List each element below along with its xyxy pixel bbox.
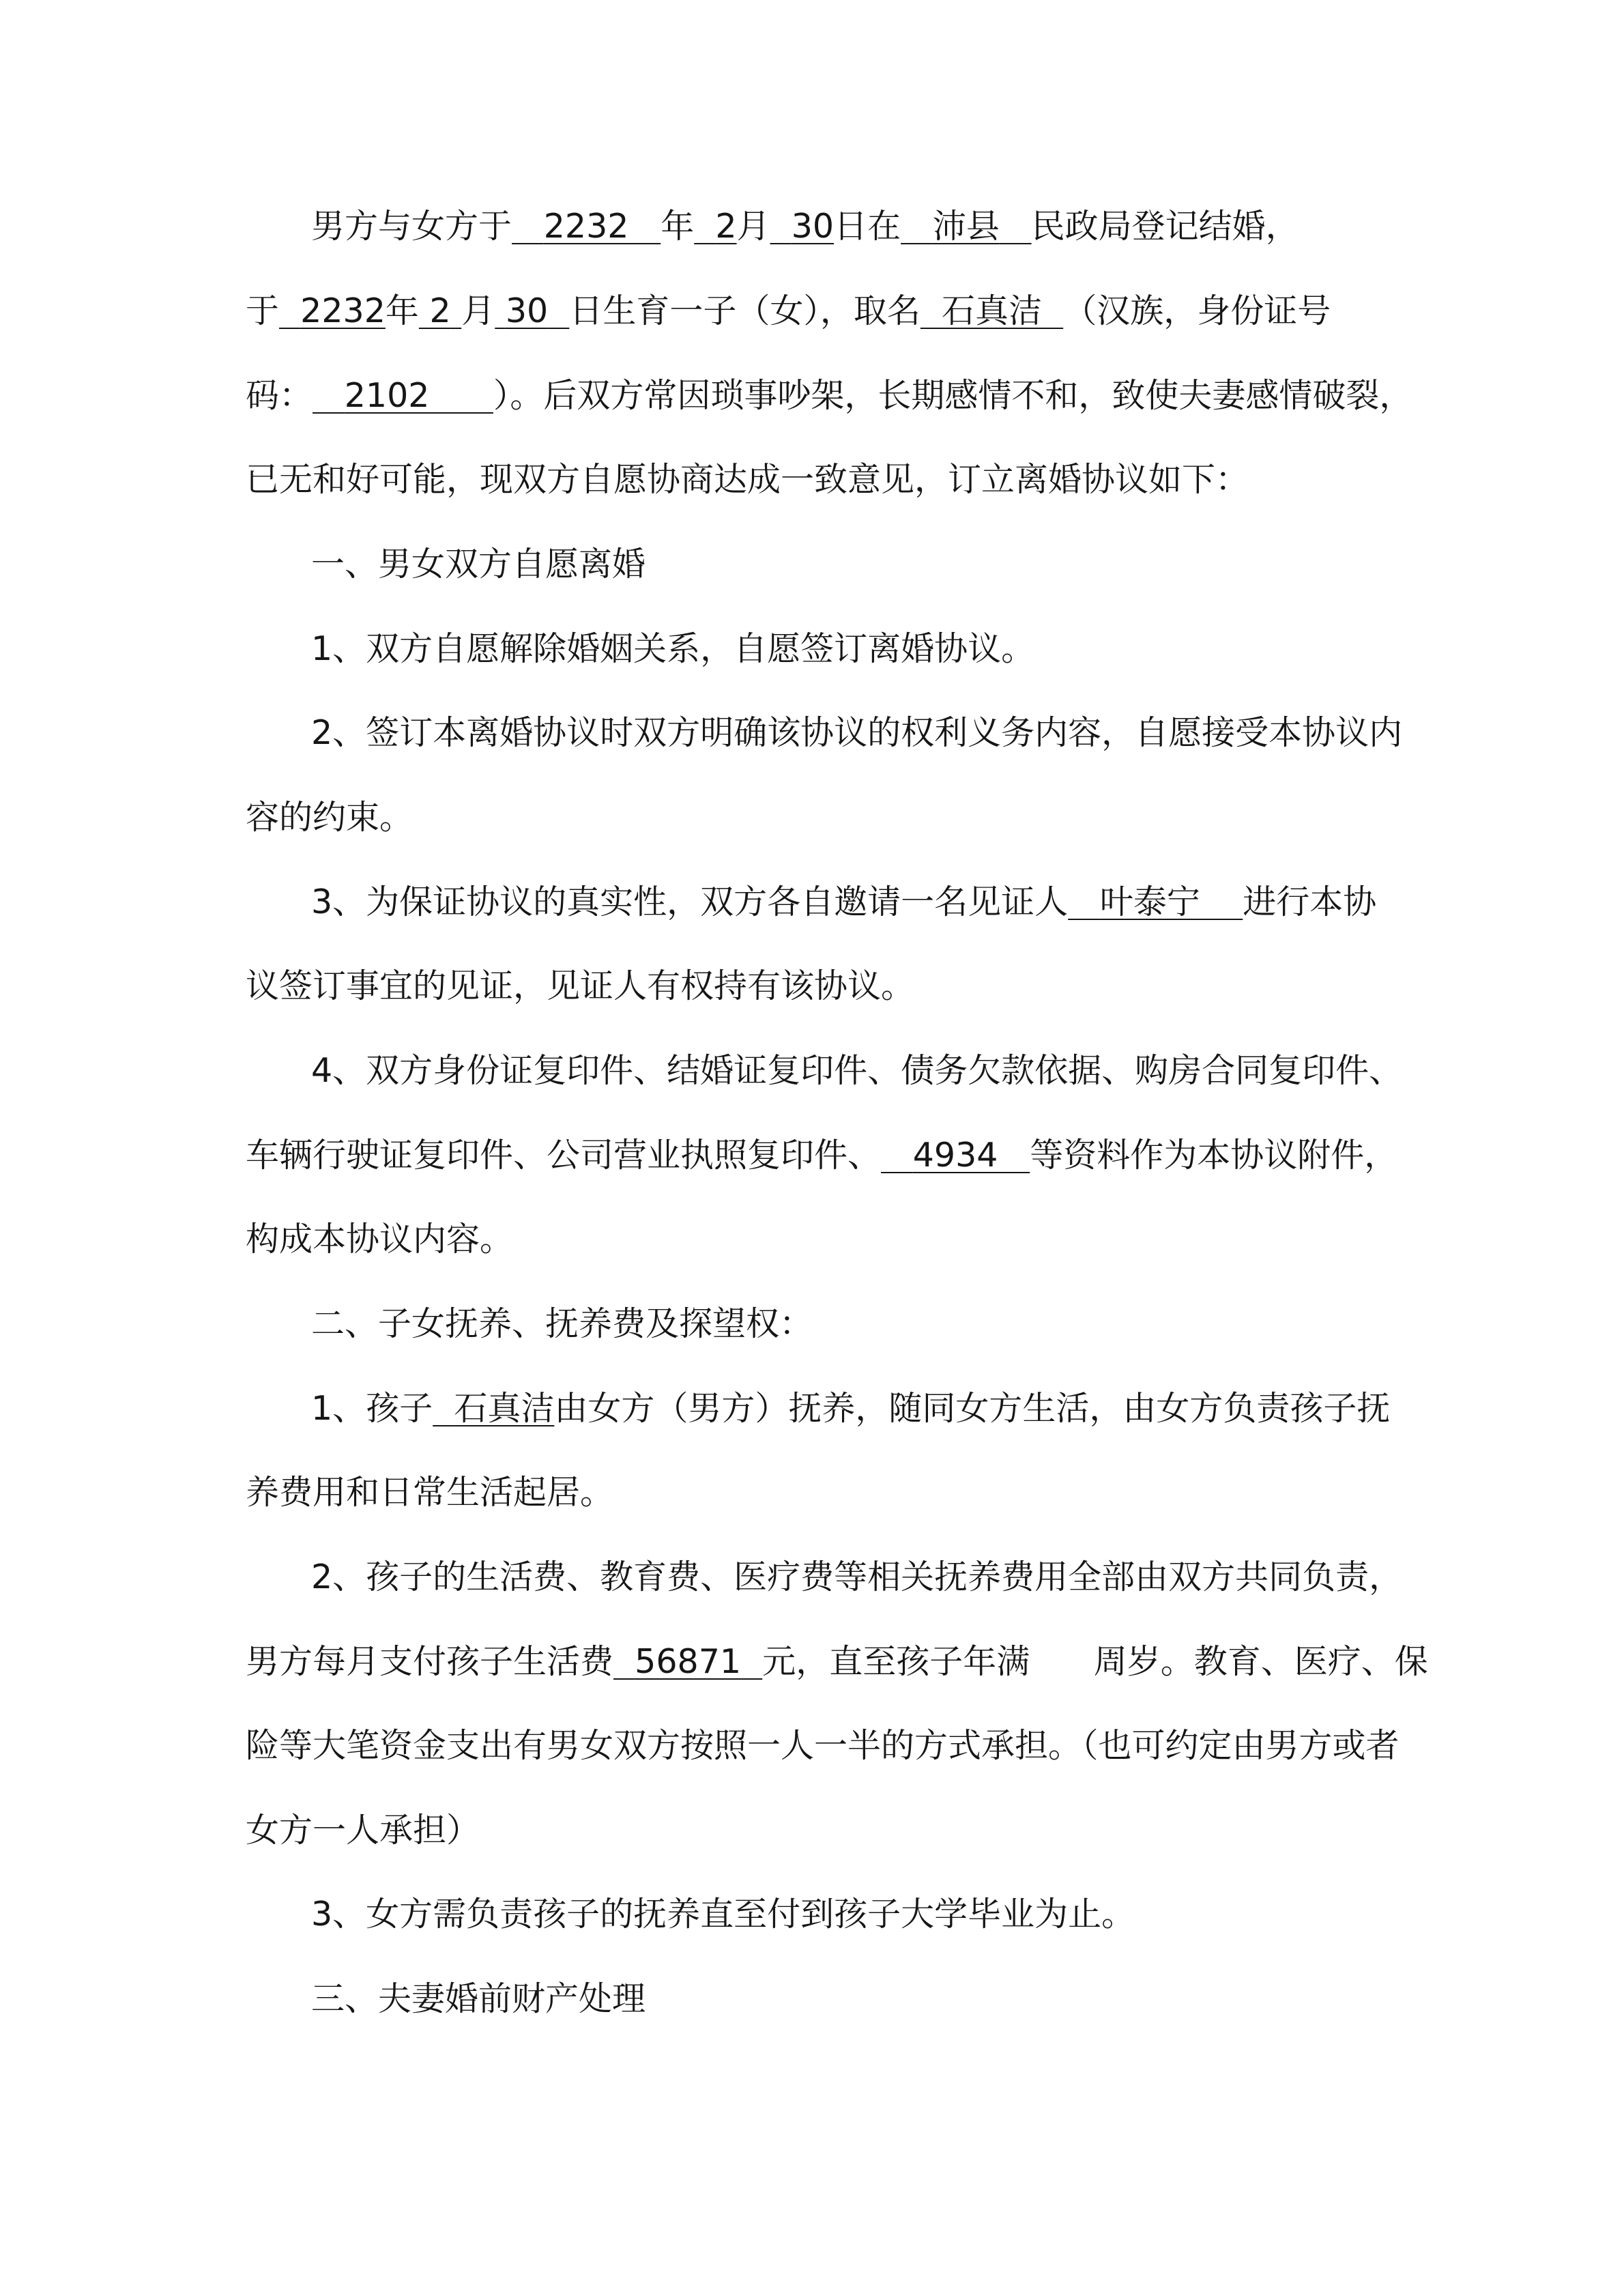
marriage-day: 30 xyxy=(791,207,835,246)
text-run: 月 xyxy=(736,207,770,246)
child-name: 石真洁 xyxy=(454,1389,555,1428)
text-line xyxy=(246,291,1331,332)
id-number: 2102 xyxy=(344,376,430,415)
text-run: 一、男女双方自愿离婚 xyxy=(311,545,646,584)
text-run: 男方与女方于 xyxy=(311,207,512,246)
text-run: 3、女方需负责孩子的抚养直至付到孩子大学毕业为止。 xyxy=(311,1895,1135,1934)
text-run: 男方每月支付孩子生活费 xyxy=(246,1642,614,1681)
text-line xyxy=(311,629,1034,670)
fill-blank-underline xyxy=(770,206,835,247)
text-run: （汉族，身份证号 xyxy=(1063,291,1331,330)
birth-year: 2232 xyxy=(300,291,386,330)
text-run: 容的约束。 xyxy=(246,798,414,837)
text-run: 由女方（男方）抚养，随同女方生活，由女方负责孩子抚 xyxy=(554,1389,1391,1428)
birth-day: 30 xyxy=(505,291,549,330)
fill-blank-underline xyxy=(613,1641,762,1682)
marriage-month: 2 xyxy=(715,207,737,246)
fill-blank-underline xyxy=(920,291,1063,332)
text-run: 议签订事宜的见证，见证人有权持有该协议。 xyxy=(246,966,915,1005)
text-run: 元，直至孩子年满 xyxy=(762,1642,1030,1681)
marriage-place: 沛县 xyxy=(932,207,1000,246)
text-line xyxy=(311,206,1299,247)
fill-blank-underline xyxy=(694,206,736,247)
text-line xyxy=(246,459,1249,500)
fill-blank-underline xyxy=(512,206,661,247)
text-run: 二、子女抚养、抚养费及探望权： xyxy=(311,1304,813,1343)
section-heading xyxy=(311,544,646,585)
text-run: 女方一人承担） xyxy=(246,1811,480,1850)
marriage-year: 2232 xyxy=(543,207,629,246)
fill-blank-underline xyxy=(495,291,569,332)
text-run: 三、夫妻婚前财产处理 xyxy=(311,1979,646,2018)
text-run: 码： xyxy=(246,376,313,415)
text-run: 3、为保证协议的真实性，双方各自邀请一名见证人 xyxy=(311,882,1069,921)
text-run: 日生育一子（女），取名 xyxy=(569,291,920,330)
fill-blank-underline xyxy=(313,375,493,416)
fill-blank-underline xyxy=(881,1135,1030,1176)
fill-blank-underline xyxy=(901,206,1031,247)
fill-blank-underline xyxy=(1068,882,1243,923)
text-line xyxy=(246,1472,613,1513)
text-run: 于 xyxy=(246,291,280,330)
fill-blank-underline xyxy=(419,291,461,332)
section-heading xyxy=(311,1979,646,2020)
text-run: 月 xyxy=(461,291,495,330)
text-run: 日在 xyxy=(834,207,901,246)
monthly-support-amount: 56871 xyxy=(635,1642,742,1681)
text-run: 1、孩子 xyxy=(311,1389,433,1428)
text-line xyxy=(246,375,1412,416)
text-run: 险等大笔资金支出有男女双方按照一人一半的方式承担。（也可约定由男方或者 xyxy=(246,1726,1400,1765)
text-line xyxy=(311,1557,1402,1598)
empty-age-blank xyxy=(1030,1641,1093,1682)
child-name: 石真洁 xyxy=(942,291,1043,330)
text-line xyxy=(311,1050,1402,1091)
fill-blank-underline xyxy=(279,291,386,332)
attachment-field: 4934 xyxy=(912,1136,998,1175)
section-heading xyxy=(311,1304,813,1345)
text-line xyxy=(311,713,1402,754)
text-run: 构成本协议内容。 xyxy=(246,1220,514,1259)
text-line xyxy=(246,1641,1428,1682)
text-line xyxy=(311,882,1376,923)
text-run: 年 xyxy=(661,207,695,246)
text-line xyxy=(246,1219,513,1260)
text-run: 4、双方身份证复印件、结婚证复印件、债务欠款依据、购房合同复印件、 xyxy=(311,1051,1403,1090)
text-run: 年 xyxy=(385,291,419,330)
text-line xyxy=(246,1135,1397,1176)
text-run: 周岁。教育、医疗、保 xyxy=(1093,1642,1428,1681)
text-line xyxy=(311,1894,1135,1935)
text-run: 车辆行驶证复印件、公司营业执照复印件、 xyxy=(246,1136,882,1175)
text-line xyxy=(246,797,413,838)
text-run: ）。后双方常因琐事吵架，长期感情不和，致使夫妻感情破裂， xyxy=(493,376,1413,415)
birth-month: 2 xyxy=(429,291,451,330)
text-run: 已无和好可能，现双方自愿协商达成一致意见，订立离婚协议如下： xyxy=(246,460,1249,499)
text-run: 1、双方自愿解除婚姻关系，自愿签订离婚协议。 xyxy=(311,629,1035,668)
text-run: 进行本协 xyxy=(1243,882,1377,921)
text-run: 2、孩子的生活费、教育费、医疗费等相关抚养费用全部由双方共同负责， xyxy=(311,1558,1403,1596)
text-run: 2、签订本离婚协议时双方明确该协议的权利义务内容，自愿接受本协议内 xyxy=(311,713,1403,752)
text-line xyxy=(311,1388,1390,1429)
text-run: 等资料作为本协议附件， xyxy=(1030,1136,1398,1175)
text-run: 养费用和日常生活起居。 xyxy=(246,1473,614,1512)
text-line xyxy=(246,966,914,1007)
witness-name: 叶泰宁 xyxy=(1099,882,1200,921)
text-line xyxy=(246,1725,1400,1766)
text-line xyxy=(246,1810,480,1851)
fill-blank-underline xyxy=(433,1388,554,1429)
text-run: 民政局登记结婚， xyxy=(1031,207,1299,246)
